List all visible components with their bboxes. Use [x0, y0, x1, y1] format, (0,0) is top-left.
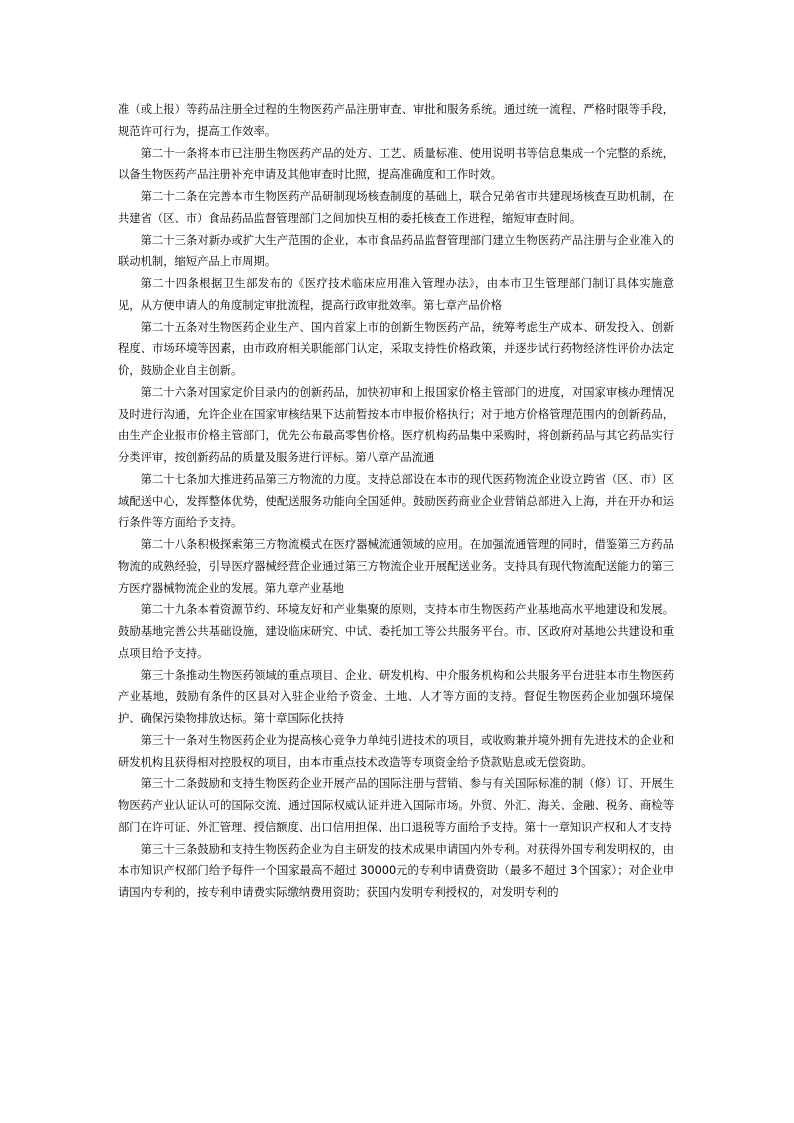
- paragraph-article-29: 第二十九条本着资源节约、环境友好和产业集聚的原则，支持本市生物医药产业基地高水平地建设和发展。鼓励基地完善公共基础设施，建设临床研究、中试、委托加工等公共服务平台。市、区政府对基地公共建设和重点项目给予支持。: [118, 603, 674, 660]
- paragraph-article-31: 第三十一条对生物医药企业为提高核心竞争力单纯引进技术的项目，或收购兼并境外拥有先进技术的企业和研发机构且获得相对控股权的项目，由本市重点技术改造等专项资金给予贷款贴息或无偿资助。: [118, 733, 674, 769]
- paragraph-article-23: 第二十三条对新办或扩大生产范围的企业，本市食品药品监督管理部门建立生物医药产品注册与企业准入的联动机制，缩短产品上市周期。: [118, 233, 674, 269]
- paragraph-article-22: 第二十二条在完善本市生物医药产品研制现场核查制度的基础上，联合兄弟省市共建现场核查互助机制，在共建省（区、市）食品药品监督管理部门之间加快互相的委托核查工作进程，缩短审查时间。: [118, 190, 674, 225]
- paragraph-article-26: 第二十六条对国家定价目录内的创新药品，加快初审和上报国家价格主管部门的进度，对国家审核办理情况及时进行沟通，允许企业在国家审核结果下达前暂按本市申报价格执行；对于地方价格管理范围内的创新药品，由生产企业报市价格主管部门，优先公布最高零售价格。医疗机构药品集中采购时，将创新药品与其它药品实行分类评审，按创新药品的质量及服务进行评标。第八章产品流通: [118, 385, 674, 464]
- paragraph-1: 准（或上报）等药品注册全过程的生物医药产品注册审查、审批和服务系统。通过统一流程、严格时限等手段，规范许可行为，提高工作效率。: [118, 103, 674, 138]
- paragraph-article-33: 第三十三条鼓励和支持生物医药企业为自主研发的技术成果申请国内外专利。对获得外国专利发明权的，由本市知识产权部门给予每件一个国家最高不超过 30000元的专利申请费资助（最多不超过 3个国家）；对企业申请国内专利的，按专利申请费实际缴纳费用资助；获国内发明专利授权的，对发明专利的: [118, 842, 674, 899]
- paragraph-article-27: 第二十七条加大推进药品第三方物流的力度。支持总部设在本市的现代医药物流企业设立跨省（区、市）区域配送中心，发挥整体优势，使配送服务功能向全国延伸。鼓励医药商业企业营销总部进入上海，并在开办和运行条件等方面给予支持。: [118, 472, 674, 530]
- paragraph-article-28: 第二十八条积极探索第三方物流模式在医疗器械流通领域的应用。在加强流通管理的同时，借鉴第三方药品物流的成熟经验，引导医疗器械经营企业通过第三方物流企业开展配送业务。支持具有现代物流配送能力的第三方医疗器械物流企业的发展。第九章产业基地: [118, 538, 674, 595]
- paragraph-article-30: 第三十条推动生物医药领域的重点项目、企业、研发机构、中介服务机构和公共服务平台进驻本市生物医药产业基地，鼓励有条件的区县对入驻企业给予资金、土地、人才等方面的支持。督促生物医药企业加强环境保护、确保污染物排放达标。第十章国际化扶持: [118, 668, 674, 725]
- paragraph-article-32: 第三十二条鼓励和支持生物医药企业开展产品的国际注册与营销、参与有关国际标准的制（修）订、开展生物医药产业认证认可的国际交流、通过国际权威认证并进入国际市场。外贸、外汇、海关、金融、税务、商检等部门在许可证、外汇管理、授信额度、出口信用担保、出口退税等方面给予支持。第十一章知识产权和人才支持: [118, 777, 674, 834]
- paragraph-article-24: 第二十四条根据卫生部发布的《医疗技术临床应用准入管理办法》，由本市卫生管理部门制订具体实施意见，从方便申请人的角度制定审批流程，提高行政审批效率。第七章产品价格: [118, 277, 674, 312]
- paragraph-article-25: 第二十五条对生物医药企业生产、国内首家上市的创新生物医药产品，统筹考虑生产成本、研发投入、创新程度、市场环境等因素，由市政府相关职能部门认定，采取支持性价格政策，并逐步试行药物经济性评价办法定价，鼓励企业自主创新。: [118, 320, 674, 377]
- paragraph-article-21: 第二十一条将本市已注册生物医药产品的处方、工艺、质量标准、使用说明书等信息集成一个完整的系统，以备生物医药产品注册补充申请及其他审查时比照，提高准确度和工作时效。: [118, 146, 674, 182]
- document-page: [118, 99, 674, 904]
